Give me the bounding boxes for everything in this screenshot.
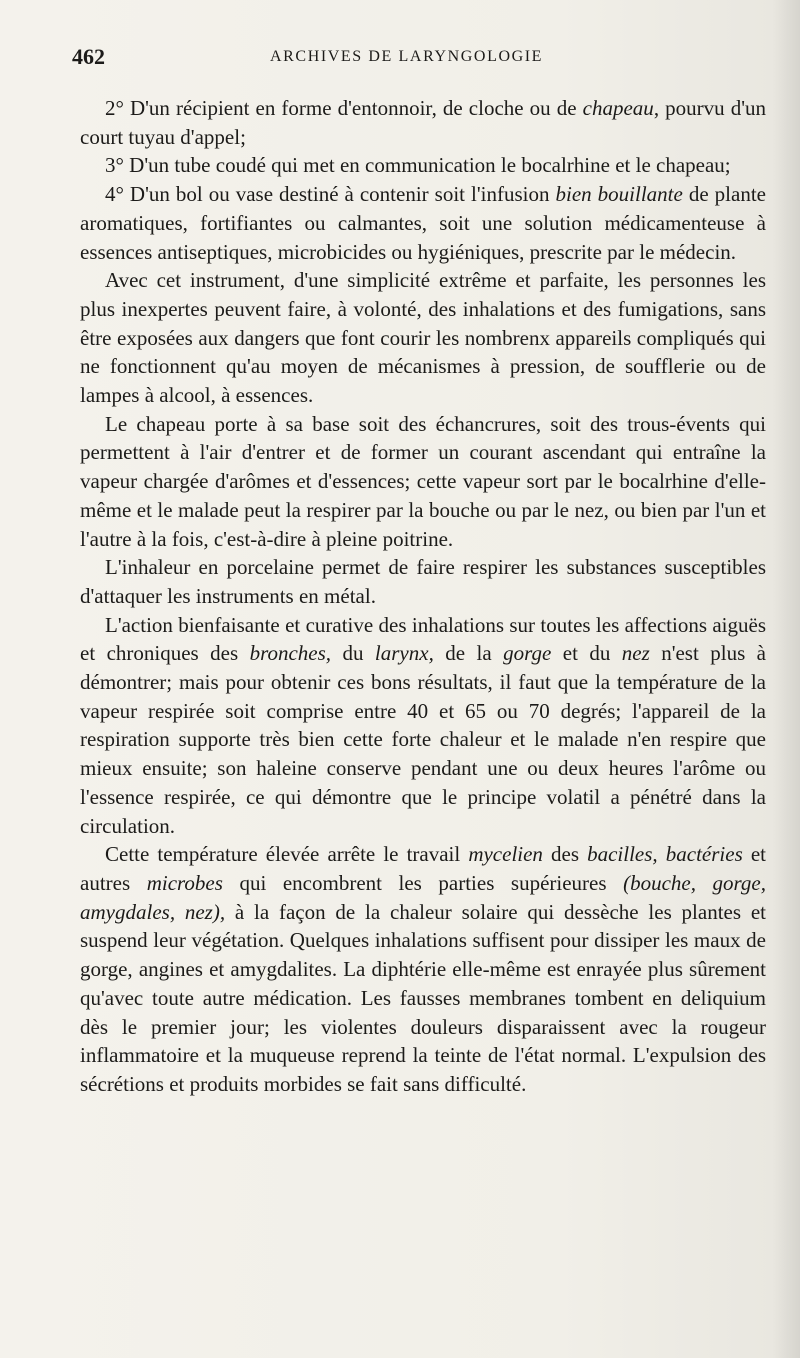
text-run: Avec cet instrument, d'une simplicité extrême et parfaite, les personnes les plus inexpertes peuvent faire, à volonté, des inhalations et des fumigations, sans être exposées aux dangers que font courir les nombrenx appareils compliqués qui ne fonctionnent qu'au moyen de mécanismes à pression, de soufflerie ou de lampes à alcool, à essences. [80, 268, 766, 408]
text-run: 4° D'un bol ou vase destiné à contenir soit l'infusion [105, 182, 556, 207]
paragraph [80, 553, 766, 610]
text-run: des [542, 842, 588, 867]
text-run: de plante aromatiques, fortifiantes ou calmantes, soit une solution médicamenteuse à essences antiseptiques, microbicides ou hygiéniques, prescrite par le médecin. [80, 182, 766, 264]
italic-text: bien bouillante [555, 182, 683, 207]
text-run: qui encombrent les parties supérieures [222, 870, 624, 895]
italic-text: larynx, [374, 641, 434, 666]
italic-text: chapeau [582, 96, 654, 120]
page-edge-shadow [772, 0, 800, 1358]
text-run: Le chapeau porte à sa base soit des échancrures, soit des trous-évents qui permettent à l'air d'entrer et de former un courant ascendant qui entraîne la vapeur chargée d'arômes et d'essences; cette vapeur sort par le bocalrhine d'elle-même et le malade peut la respirer par la bouche ou par le nez, ou bien par l'un et l'autre à la fois, c'est-à-dire à pleine poitrine. [80, 411, 766, 551]
page-header [72, 44, 740, 74]
italic-text: microbes [146, 870, 223, 895]
italic-text: bacilles, bactéries [587, 842, 743, 867]
paragraph [80, 180, 766, 266]
text-run: 2° D'un récipient en forme d'entonnoir, de cloche ou de [105, 96, 583, 120]
paragraph [80, 410, 766, 554]
italic-text: mycelien [468, 842, 543, 867]
paragraph [80, 611, 766, 841]
text-run: du [331, 641, 375, 666]
text-run: , pourvu d'un court tuyau d'appel; [80, 96, 766, 149]
text-run: et du [551, 641, 622, 666]
text-run: L'inhaleur en porcelaine permet de faire respirer les substances susceptibles d'attaquer les instruments en métal. [80, 555, 766, 608]
text-run: 3° D'un tube coudé qui met en communication le bocalrhine et le chapeau; [105, 153, 731, 178]
paragraph [80, 266, 766, 410]
text-run: à la façon de la chaleur solaire qui dessèche les plantes et suspend leur végétation. Quelques inhalations suffisent pour dissiper les maux de gorge, angines et amygdalites. La diphtérie elle-même est enrayée plus sûrement qu'avec toute autre médication. Les fausses membranes tombent en deliquium dès le premier jour; les violentes douleurs disparaissent avec la rougeur inflammatoire et la muqueuse reprend la teinte de l'état normal. L'expulsion des sécrétions et produits morbides se fait sans difficulté. [80, 899, 766, 1096]
running-title: ARCHIVES DE LARYNGOLOGIE [270, 48, 544, 65]
page-number: 462 [72, 44, 105, 69]
paragraph [80, 151, 766, 180]
paragraph [80, 94, 766, 151]
italic-text: bronches, [249, 641, 332, 666]
text-run: Cette température élevée arrête le travail [105, 842, 469, 867]
text-run: et autres [80, 842, 766, 895]
paragraph [80, 840, 766, 1098]
body-text [80, 94, 766, 1099]
text-run: L'action bienfaisante et curative des inhalations sur toutes les affections aiguës et chroniques des [80, 612, 766, 666]
text-run: n'est plus à démontrer; mais pour obtenir ces bons résultats, il faut que la température de la vapeur respirée soit comprise entre 40 et 65 ou 70 degrés; l'appareil de la respiration supporte très bien cette forte chaleur et le malade n'en respire que mieux ensuite; son haleine conserve pendant une ou deux heures l'arôme ou l'essence respirée, ce qui démontre que le principe volatil a pénétré dans la circulation. [80, 641, 766, 838]
text-run: de la [433, 641, 504, 666]
italic-text: gorge [503, 641, 552, 666]
italic-text: nez [621, 641, 650, 666]
italic-text: (bouche, gorge, amygdales, nez), [80, 870, 766, 924]
